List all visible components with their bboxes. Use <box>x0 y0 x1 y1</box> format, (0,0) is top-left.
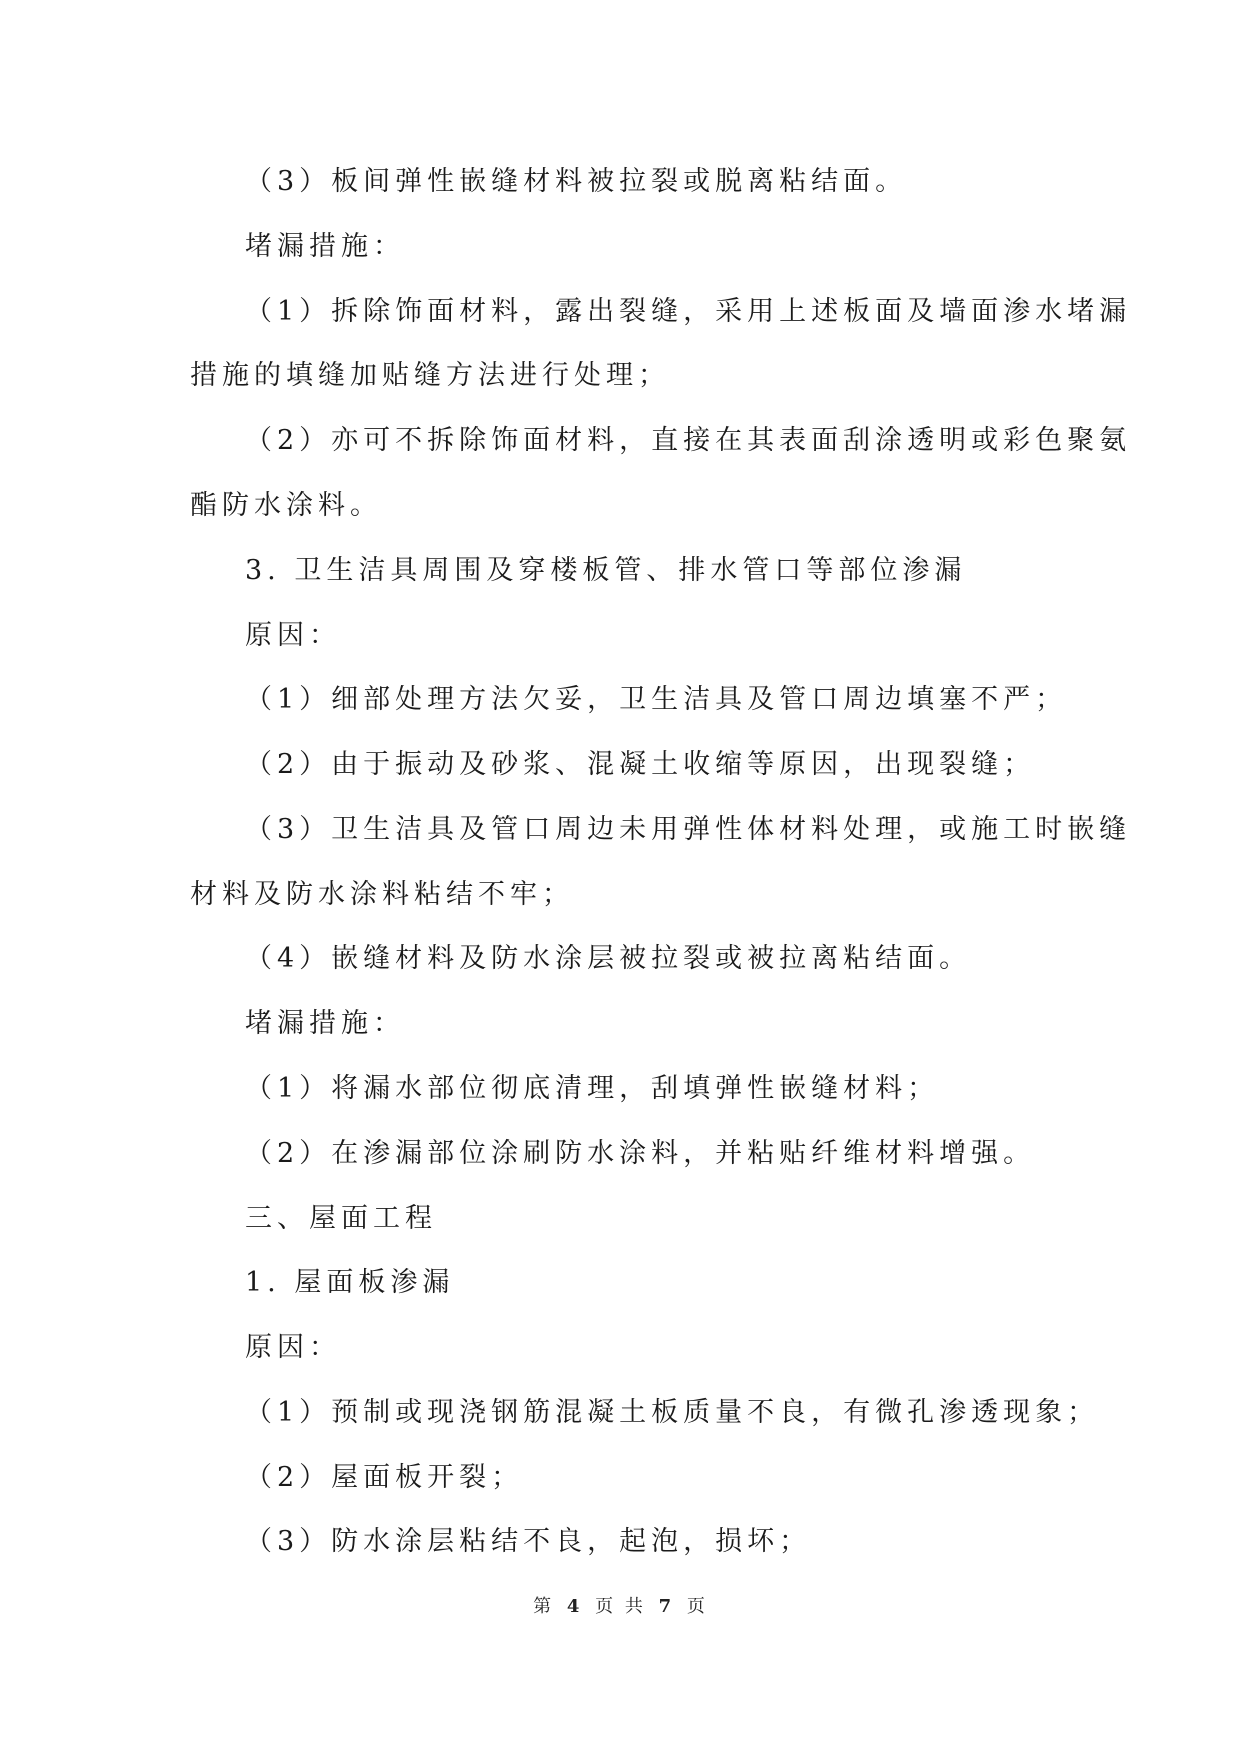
paragraph-line: 原因： <box>245 620 341 651</box>
paragraph-line: （1）细部处理方法欠妥，卫生洁具及管口周边填塞不严； <box>245 684 1068 715</box>
section-heading: 三、屋面工程 <box>245 1203 437 1234</box>
paragraph-line: （1）将漏水部位彻底清理，刮填弹性嵌缝材料； <box>245 1073 940 1104</box>
paragraph-line: （3）板间弹性嵌缝材料被拉裂或脱离粘结面。 <box>245 166 908 197</box>
paragraph-line: （3）卫生洁具及管口周边未用弹性体材料处理，或施工时嵌缝 <box>245 814 1132 845</box>
paragraph-line: 原因： <box>245 1332 341 1363</box>
paragraph-line: 措施的填缝加贴缝方法进行处理； <box>190 360 670 391</box>
paragraph-line: 堵漏措施： <box>245 231 405 262</box>
paragraph-line: （1）拆除饰面材料，露出裂缝，采用上述板面及墙面渗水堵漏 <box>245 296 1132 327</box>
paragraph-line: 材料及防水涂料粘结不牢； <box>190 879 574 910</box>
current-page-number: 4 <box>566 1596 583 1617</box>
section-heading: 1. 屋面板渗漏 <box>245 1267 455 1298</box>
paragraph-line: （1）预制或现浇钢筋混凝土板质量不良，有微孔渗透现象； <box>245 1397 1100 1428</box>
page-footer <box>0 1594 1241 1620</box>
section-heading: 3. 卫生洁具周围及穿楼板管、排水管口等部位渗漏 <box>245 555 967 586</box>
paragraph-line: （2）亦可不拆除饰面材料，直接在其表面刮涂透明或彩色聚氨 <box>245 425 1132 456</box>
paragraph-line: （2）屋面板开裂； <box>245 1462 524 1493</box>
paragraph-line: （3）防水涂层粘结不良，起泡，损坏； <box>245 1526 812 1557</box>
paragraph-line: （2）由于振动及砂浆、混凝土收缩等原因，出现裂缝； <box>245 749 1036 780</box>
footer-prefix: 第 <box>533 1596 555 1617</box>
paragraph-line: （4）嵌缝材料及防水涂层被拉裂或被拉离粘结面。 <box>245 943 972 974</box>
total-pages-number: 7 <box>658 1596 675 1617</box>
footer-suffix: 页 <box>686 1596 708 1617</box>
paragraph-line: （2）在渗漏部位涂刷防水涂料，并粘贴纤维材料增强。 <box>245 1138 1036 1169</box>
paragraph-line: 酯防水涂料。 <box>190 490 382 521</box>
footer-middle: 页 共 <box>595 1596 646 1617</box>
paragraph-line: 堵漏措施： <box>245 1008 405 1039</box>
